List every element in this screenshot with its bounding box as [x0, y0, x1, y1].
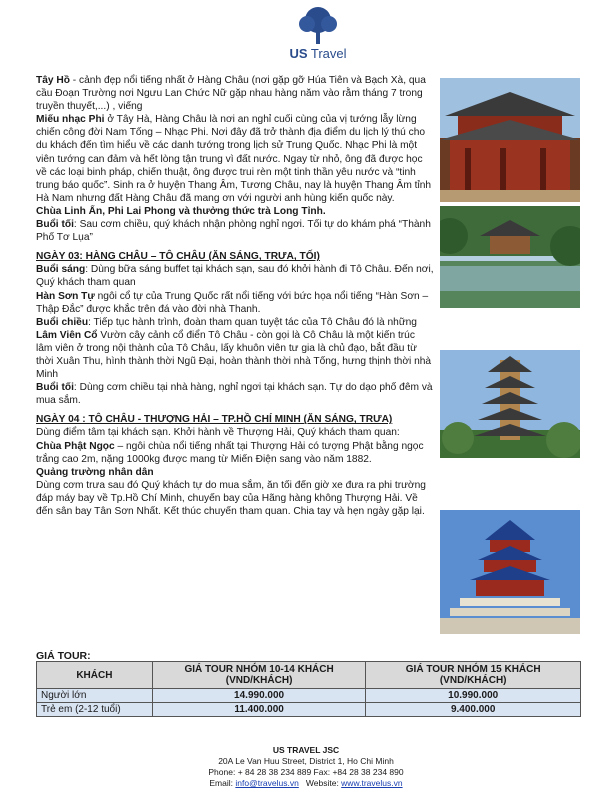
website-link[interactable]: www.travelus.vn	[341, 778, 403, 788]
price-adult-group-15: 10.990.000	[366, 689, 581, 703]
paragraph-buoi-toi-day3: Buổi tối: Dùng cơm chiều tại nhà hàng, nghỉ ngơi tại khách sạn. Tự do dạo phố đêm và mua sắm.	[36, 382, 433, 407]
tree-icon	[293, 6, 343, 46]
paragraph-ket-thuc: Dùng cơm trưa sau đó Quý khách tự do mua sắm, ăn tối đến giờ xe đưa ra phi trường đáp máy bay về Tp.Hồ Chí Minh, chuyến bay của Hãng hàng không Thượng Hải. Về đến sân bay Tân Sơn Nhất. Kết thúc chuyến tham quan. Chia tay và hẹn ngày gặp lại.	[36, 479, 426, 517]
row-label-child: Trẻ em (2-12 tuổi)	[37, 703, 153, 717]
company-phone: Phone: + 84 28 38 234 889 Fax: +84 28 38 234 890	[208, 767, 404, 777]
paragraph-chua-linh-an: Chùa Linh Ẩn, Phi Lai Phong và thưởng thức trà Long Tỉnh.	[36, 205, 326, 217]
paragraph-tay-ho: Tây Hồ - cảnh đẹp nổi tiếng nhất ở Hàng Châu (nơi gặp gỡ Húa Tiên và Bạch Xà, qua cầu Đoạn Trường nơi Ngưu Lan Chức Nữ gặp nhau hàng năm vào rằm tháng 7 trong truyền thuyết,...) , viếng	[36, 75, 426, 113]
paragraph-buoi-chieu-day3: Buổi chiều: Tiếp tục hành trình, đoàn tham quan tuyệt tác của Tô Châu đó là những	[36, 316, 417, 328]
photo-lake-garden	[440, 206, 580, 308]
paragraph-buoi-sang-day3: Buổi sáng: Dùng bữa sáng buffet tại khách sạn, sau đó khởi hành đi Tô Châu. Đến nơi, Quý khách tham quan	[36, 264, 434, 289]
col-header-guest: KHÁCH	[37, 662, 153, 689]
day03-heading: NGÀY 03: HÀNG CHÂU – TÔ CHÂU (ĂN SÁNG, TRƯA, TỐI)	[36, 251, 320, 263]
paragraph-lam-vien-co: Lâm Viên Cổ Vườn cây cảnh cổ điển Tô Châu - còn gọi là Cô Châu là một kiến trúc lâm viên ở trong nội thành của Tô Châu, lấy khuôn viên tư gia là chủ đạo, bắt đầu từ thời Xuân Thu, hình thành thời Ngũ Đại, hoàn thành thời nhà Tống, hưng thịnh thời nhà Minh	[36, 329, 432, 381]
photo-temple-of-heaven	[440, 510, 580, 634]
footer	[0, 745, 612, 789]
table-row	[37, 703, 581, 717]
email-link[interactable]: info@travelus.vn	[235, 778, 299, 788]
paragraph-mieu-nhac-phi: Miếu nhạc Phi ở Tây Hà, Hàng Châu là nơi an nghỉ cuối cùng của vị tướng lẫy lừng chiến công đời Nam Tống – Nhạc Phi. Nơi đây đã trở thành địa điểm du lịch lý thú cho du khách đến tìm hiểu về các danh tướng trong lịch sử Trung Quốc. Nhạc Phi là một viên tướng can đảm và hết lòng tận trung vì đất nước. Ngay từ nhỏ, ông đã được học về các loại binh pháp, chiến thuật, ông được trui rèn một tinh thần yêu nước và “tinh trung báo quốc”. Sinh ra ở huyện Thang Âm, Tương Châu, nay là huyện Thang Âm tỉnh Hà Nam nhưng đất Hàng Châu đã mang ơn với người anh hùng kiến quốc này.	[36, 114, 432, 204]
price-child-group-15: 9.400.000	[366, 703, 581, 717]
col-header-group-10-14: GIÁ TOUR NHÓM 10-14 KHÁCH (VND/KHÁCH)	[152, 662, 366, 689]
company-contact: Email: info@travelus.vn Website: www.travelus.vn	[209, 778, 403, 788]
brand-name: US Travel	[289, 46, 347, 61]
paragraph-han-son-tu: Hàn Sơn Tự ngôi cổ tự của Trung Quốc rất nổi tiếng với bức họa nổi tiếng “Hàn Sơn – Thập Đắc” được khắc trên đá vào đời nhà Thanh.	[36, 290, 429, 315]
table-row	[37, 689, 581, 703]
price-table-header	[37, 662, 581, 689]
paragraph-buoi-toi-day2: Buổi tối: Sau cơm chiều, quý khách nhận phòng nghỉ ngơi. Tối tự do khám phá “Thành Phố Tơ Lụa”	[36, 219, 431, 244]
company-name: US TRAVEL JSC	[272, 745, 340, 755]
paragraph-chua-phat-ngoc: Chùa Phật Ngọc – ngôi chùa nổi tiếng nhất tại Thượng Hải có tượng Phật bằng ngọc trắng cao 2m, nặng 1000kg được mang từ Miến Điện sang vào năm 1882.	[36, 440, 424, 465]
us-travel-logo	[278, 6, 358, 62]
day04-heading: NGÀY 04 : TÔ CHÂU - THƯỢNG HẢI – TP.HỒ CHÍ MINH (ĂN SÁNG, TRƯA)	[36, 414, 393, 426]
paragraph-quang-truong: Quảng trường nhân dân	[36, 466, 154, 478]
price-title: GIÁ TOUR:	[36, 650, 91, 662]
photo-pagoda	[440, 350, 580, 458]
row-label-adult: Người lớn	[37, 689, 153, 703]
company-address: 20A Le Van Huu Street, District 1, Ho Chi Minh	[218, 756, 394, 766]
photo-temple-pavilion	[440, 78, 580, 202]
col-header-group-15: GIÁ TOUR NHÓM 15 KHÁCH (VND/KHÁCH)	[366, 662, 581, 689]
paragraph-diem-tam-day4: Dùng điểm tâm tại khách sạn. Khởi hành về Thượng Hải, Quý khách tham quan:	[36, 427, 400, 439]
price-child-group-10-14: 11.400.000	[152, 703, 366, 717]
price-adult-group-10-14: 14.990.000	[152, 689, 366, 703]
price-table	[36, 661, 581, 717]
itinerary-text	[36, 74, 434, 518]
